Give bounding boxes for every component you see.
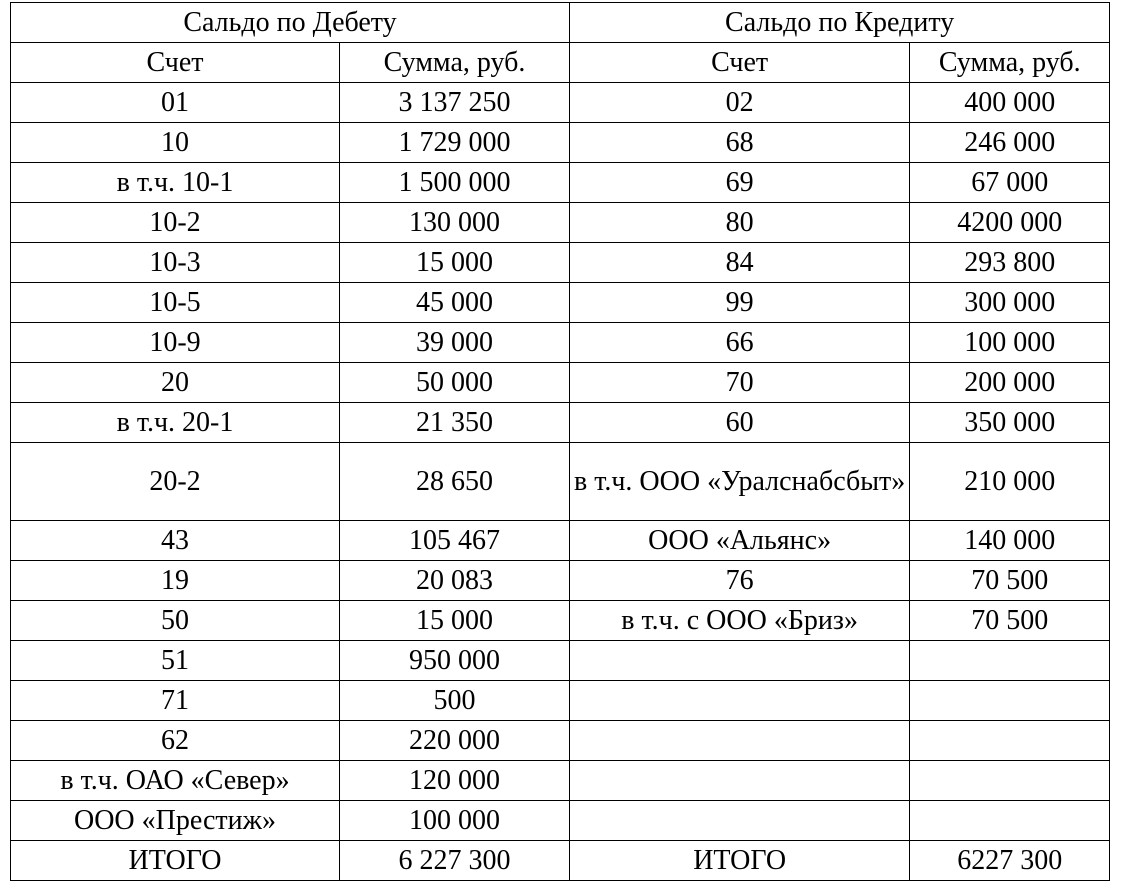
debit-account-cell: в т.ч. ОАО «Север» — [11, 761, 340, 801]
debit-sum-cell: 105 467 — [340, 521, 570, 561]
group-header-row — [11, 3, 1110, 43]
debit-sum-cell: 28 650 — [340, 443, 570, 521]
table-row — [11, 403, 1110, 443]
credit-account-cell: 76 — [570, 561, 910, 601]
table-row — [11, 521, 1110, 561]
debit-sum-cell: 39 000 — [340, 323, 570, 363]
credit-account-cell — [570, 801, 910, 841]
table-row — [11, 761, 1110, 801]
credit-total-sum: 6227 300 — [910, 841, 1110, 881]
credit-sum-cell — [910, 641, 1110, 681]
table-row — [11, 123, 1110, 163]
column-header-row — [11, 43, 1110, 83]
credit-sum-cell: 350 000 — [910, 403, 1110, 443]
credit-account-cell: 60 — [570, 403, 910, 443]
credit-account-cell — [570, 761, 910, 801]
debit-sum-cell: 1 500 000 — [340, 163, 570, 203]
debit-sum-cell: 120 000 — [340, 761, 570, 801]
debit-account-cell: 62 — [11, 721, 340, 761]
credit-account-header: Счет — [570, 43, 910, 83]
credit-account-cell: 68 — [570, 123, 910, 163]
credit-sum-cell — [910, 721, 1110, 761]
credit-account-cell — [570, 641, 910, 681]
credit-account-cell: 69 — [570, 163, 910, 203]
credit-sum-cell: 70 500 — [910, 601, 1110, 641]
table-row — [11, 203, 1110, 243]
debit-account-cell: 43 — [11, 521, 340, 561]
credit-sum-cell: 100 000 — [910, 323, 1110, 363]
table-row — [11, 163, 1110, 203]
table-row — [11, 363, 1110, 403]
credit-account-cell: в т.ч. ООО «Уралснабсбыт» — [570, 443, 910, 521]
credit-account-cell: 02 — [570, 83, 910, 123]
debit-account-header: Счет — [11, 43, 340, 83]
credit-sum-cell: 4200 000 — [910, 203, 1110, 243]
table-row — [11, 83, 1110, 123]
debit-account-cell: 10-5 — [11, 283, 340, 323]
debit-account-cell: 51 — [11, 641, 340, 681]
credit-account-cell: 66 — [570, 323, 910, 363]
debit-account-cell: 50 — [11, 601, 340, 641]
credit-sum-cell: 293 800 — [910, 243, 1110, 283]
credit-sum-cell: 200 000 — [910, 363, 1110, 403]
credit-account-cell: 70 — [570, 363, 910, 403]
table-row — [11, 243, 1110, 283]
debit-sum-cell: 100 000 — [340, 801, 570, 841]
debit-sum-cell: 1 729 000 — [340, 123, 570, 163]
credit-sum-cell: 70 500 — [910, 561, 1110, 601]
debit-sum-cell: 15 000 — [340, 243, 570, 283]
credit-sum-cell: 246 000 — [910, 123, 1110, 163]
debit-sum-cell: 21 350 — [340, 403, 570, 443]
credit-sum-cell: 140 000 — [910, 521, 1110, 561]
debit-account-cell: 20 — [11, 363, 340, 403]
table-row — [11, 641, 1110, 681]
debit-sum-cell: 50 000 — [340, 363, 570, 403]
debit-account-cell: 71 — [11, 681, 340, 721]
credit-sum-cell: 67 000 — [910, 163, 1110, 203]
table-row — [11, 801, 1110, 841]
credit-account-cell: в т.ч. с ООО «Бриз» — [570, 601, 910, 641]
table-row — [11, 601, 1110, 641]
credit-balance-header: Сальдо по Кредиту — [570, 3, 1110, 43]
credit-account-cell — [570, 721, 910, 761]
credit-account-cell: 84 — [570, 243, 910, 283]
debit-sum-cell: 500 — [340, 681, 570, 721]
table-row — [11, 721, 1110, 761]
debit-account-cell: 10-3 — [11, 243, 340, 283]
table-row — [11, 561, 1110, 601]
credit-account-cell: ООО «Альянс» — [570, 521, 910, 561]
debit-total-label: ИТОГО — [11, 841, 340, 881]
debit-sum-cell: 3 137 250 — [340, 83, 570, 123]
debit-sum-cell: 220 000 — [340, 721, 570, 761]
credit-total-label: ИТОГО — [570, 841, 910, 881]
totals-row — [11, 841, 1110, 881]
table-row — [11, 681, 1110, 721]
debit-account-cell: 19 — [11, 561, 340, 601]
debit-account-cell: 10-9 — [11, 323, 340, 363]
debit-sum-cell: 950 000 — [340, 641, 570, 681]
debit-sum-cell: 130 000 — [340, 203, 570, 243]
credit-sum-cell: 400 000 — [910, 83, 1110, 123]
debit-total-sum: 6 227 300 — [340, 841, 570, 881]
debit-sum-cell: 20 083 — [340, 561, 570, 601]
table-row — [11, 283, 1110, 323]
debit-account-cell: в т.ч. 10-1 — [11, 163, 340, 203]
debit-account-cell: в т.ч. 20-1 — [11, 403, 340, 443]
credit-account-cell — [570, 681, 910, 721]
credit-sum-cell — [910, 761, 1110, 801]
debit-sum-header: Сумма, руб. — [340, 43, 570, 83]
debit-account-cell: 01 — [11, 83, 340, 123]
debit-sum-cell: 45 000 — [340, 283, 570, 323]
credit-account-cell: 80 — [570, 203, 910, 243]
debit-account-cell: ООО «Престиж» — [11, 801, 340, 841]
debit-account-cell: 10 — [11, 123, 340, 163]
credit-sum-cell — [910, 681, 1110, 721]
ledger-body — [11, 83, 1110, 841]
credit-sum-header: Сумма, руб. — [910, 43, 1110, 83]
credit-sum-cell: 300 000 — [910, 283, 1110, 323]
debit-balance-header: Сальдо по Дебету — [11, 3, 570, 43]
table-row — [11, 443, 1110, 521]
debit-account-cell: 20-2 — [11, 443, 340, 521]
balance-table — [10, 2, 1110, 881]
table-row — [11, 323, 1110, 363]
credit-account-cell: 99 — [570, 283, 910, 323]
credit-sum-cell — [910, 801, 1110, 841]
debit-account-cell: 10-2 — [11, 203, 340, 243]
debit-sum-cell: 15 000 — [340, 601, 570, 641]
credit-sum-cell: 210 000 — [910, 443, 1110, 521]
